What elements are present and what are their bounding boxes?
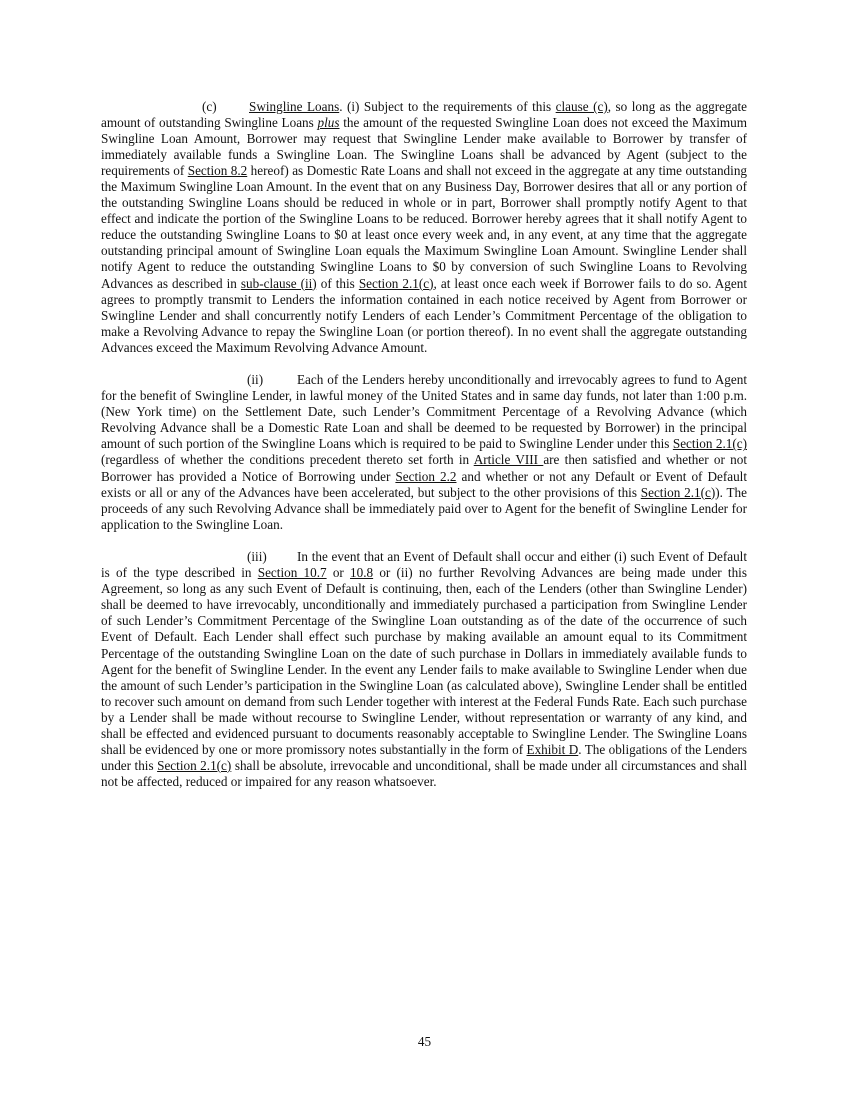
cross-reference: Article VIII [473, 452, 544, 468]
cross-reference: Section 8.2 [187, 163, 248, 179]
cross-reference: Exhibit D [526, 741, 579, 757]
clause-number: (c) [202, 99, 217, 114]
cross-reference: Section 2.2 [395, 468, 457, 484]
page-number: 45 [417, 1034, 432, 1049]
cross-reference: Swingline Loans [249, 99, 340, 114]
paragraph-c-iii-event-of-default: (iii) In the event that an Event of Default shall occur and either (i) such Event of Default is of the type described in Section 10.7 or 10.8 or (ii) no further Revolving Advances are being made under this Agreement, so long as any such Event of Default is continuing, then, each of the Lenders (other than Swingline Lender) shall be deemed to have irrevocably, unconditionally and immediately purchased a participation from Swingline Lender of such Lender’s Commitment Percentage of the Swingline Loan outstanding as of the date of the occurrence of such Event of Default. Each Lender shall effect such purchase by making available an amount equal to its Commitment Percentage of the outstanding Swingline Loan on the date of such purchase in Dollars in immediately available funds to Agent for the benefit of Swingline Lender. In the event any Lender fails to make available to Swingline Lender when due the amount of such Lender’s participation in the Swingline Loan (as calculated above), Swingline Lender shall be entitled to recover such amount on demand from such Lender together with interest at the Federal Funds Rate. Each such purchase by a Lender shall be made without recourse to Swingline Lender, without representation or warranty of any kind, and shall be effected and evidenced pursuant to documents reasonably acceptable to Swingline Lender. The Swingline Loans shall be evidenced by one or more promissory notes substantially in the form of Exhibit D. The obligations of the Lenders under this Section 2.1(c) shall be absolute, irrevocable and unconditional, shall be made under all circumstances and shall not be affected, reduced or impaired for any reason whatsoever. [101, 549, 747, 789]
cross-reference: 10.8 [350, 565, 374, 581]
emphasis: plus [317, 115, 340, 131]
cross-reference: Section 2.1(c) [640, 484, 716, 500]
cross-reference: sub-clause (ii) [240, 275, 317, 291]
paragraph-c-swingline-loans: (c) Swingline Loans. (i) Subject to the requirements of this clause (c), so long as the aggregate amount of outstanding Swingline Loans plus the amount of the requested Swingline Loan does not exceed the Maximum Swingline Loan Amount, Borrower may request that Swingline Lender make available to Borrower by transfer of immediately available funds a Swingline Loan. The Swingline Loans shall be advanced by Agent (subject to the requirements of Section 8.2 hereof) as Domestic Rate Loans and shall not exceed in the aggregate at any time outstanding the Maximum Swingline Loan Amount. In the event that on any Business Day, Borrower desires that all or any portion of the outstanding Swingline Loans should be reduced in whole or in part, Borrower shall promptly notify Agent to that effect and indicate the portion of the Swingline Loans to be reduced. Borrower hereby agrees that it shall notify Agent to reduce the outstanding Swingline Loans to $0 at least once every week and, in any event, at any time that the aggregate outstanding principal amount of Swingline Loan equals the Maximum Swingline Loan Amount. Swingline Lender shall notify Agent to reduce the outstanding Swingline Loans to $0 by conversion of such Swingline Loans to Revolving Advances as described in sub-clause (ii) of this Section 2.1(c), at least once each week if Borrower fails to do so. Agent agrees to promptly transmit to Lenders the information contained in each notice received by Agent from Borrower or Swingline Lender and shall concurrently notify Lenders of each Lender’s Commitment Percentage of the obligation to make a Revolving Advance to repay the Swingline Loan (or portion thereof). In no event shall the aggregate outstanding Advances exceed the Maximum Revolving Advance Amount. [101, 99, 748, 355]
paragraph-c-ii-lender-funding: (ii) Each of the Lenders hereby unconditionally and irrevocably agrees to fund to Agent for the benefit of Swingline Lender, in lawful money of the United States and in same day funds, not later than 1:00 p.m. (New York time) on the Settlement Date, such Lender’s Commitment Percentage of a Revolving Advance (which Revolving Advance shall be a Domestic Rate Loan and shall be deemed to be requested by Borrower) in the principal amount of such portion of the Swingline Loans which is required to be paid to Swingline Lender under this Section 2.1(c) (regardless of whether the conditions precedent thereto set forth in Article VIII are then satisfied and whether or not Borrower has provided a Notice of Borrowing under Section 2.2 and whether or not any Default or Event of Default exists or all or any of the Advances have been accelerated, but subject to the other provisions of this Section 2.1(c)). The proceeds of any such Revolving Advance shall be immediately paid over to Agent for the benefit of Swingline Lender for application to the Swingline Loan. [101, 372, 748, 532]
document-body [101, 99, 747, 790]
cross-reference: Section 10.7 [257, 565, 327, 581]
sub-clause-number: (ii) [247, 372, 264, 388]
cross-reference: Section 2.1(c) [672, 436, 747, 452]
cross-reference: clause (c) [555, 99, 608, 114]
sub-clause-number: (iii) [247, 549, 267, 565]
cross-reference: Section 2.1(c) [358, 275, 434, 291]
cross-reference: Section 2.1(c) [157, 757, 232, 773]
